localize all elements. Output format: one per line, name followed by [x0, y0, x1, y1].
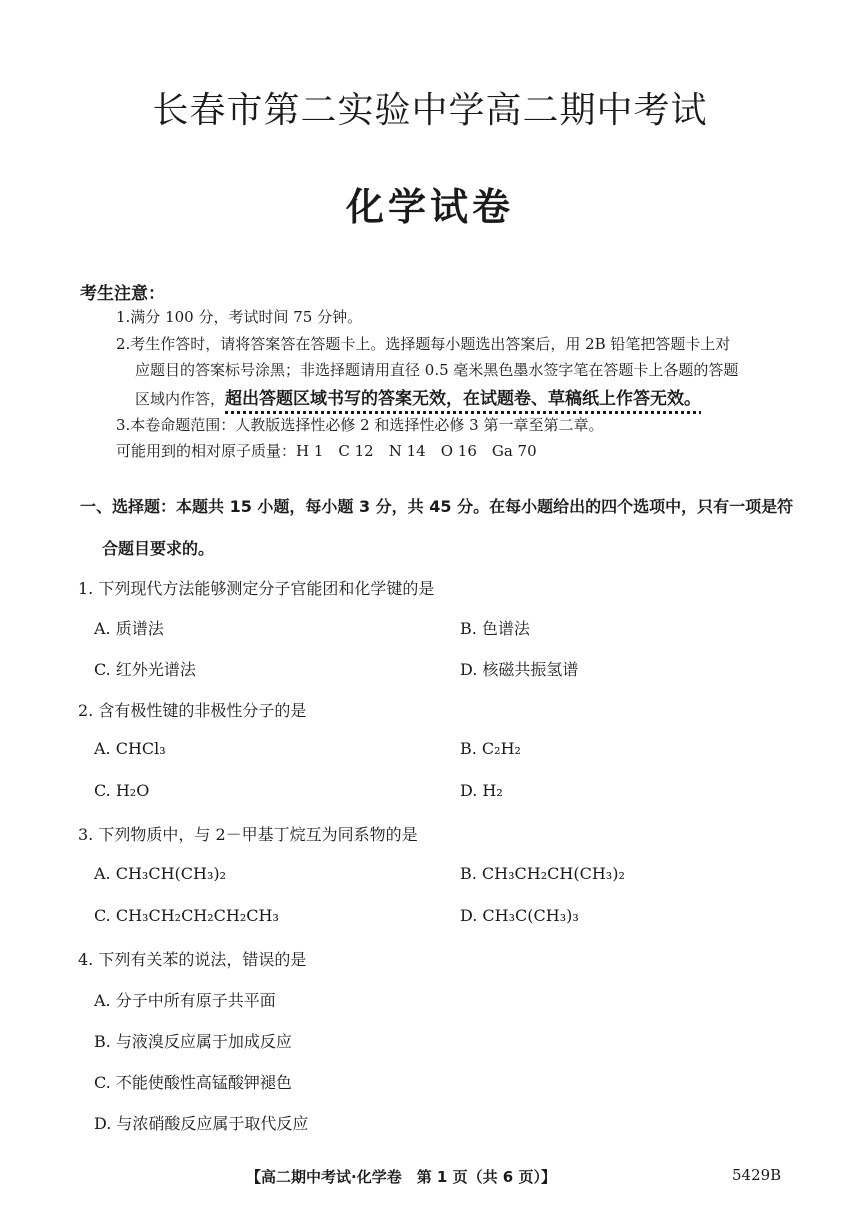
atomic-masses: 可能用到的相对原子质量：H 1 C 12 N 14 O 16 Ga 70: [116, 442, 537, 460]
question-1-option-b: B. 色谱法: [460, 619, 530, 638]
notice-emphasis: 超出答题区域书写的答案无效，在试题卷、草稿纸上作答无效。: [225, 389, 702, 409]
question-1-option-d: D. 核磁共振氢谱: [460, 660, 579, 679]
question-1-option-c: C. 红外光谱法: [94, 660, 196, 679]
notice-line-3: 3.本卷命题范围：人教版选择性必修 2 和选择性必修 3 第一章至第二章。: [116, 416, 604, 434]
notice-line-2b: 应题目的答案标号涂黑；非选择题请用直径 0.5 毫米黑色墨水签字笔在答题卡上各题的答题: [135, 361, 739, 379]
question-3-option-a: A. CH₃CH(CH₃)₂: [94, 864, 227, 883]
question-4-option-a: A. 分子中所有原子共平面: [94, 991, 276, 1010]
question-2-option-b: B. C₂H₂: [460, 739, 521, 758]
notice-line-1: 1.满分 100 分，考试时间 75 分钟。: [116, 308, 363, 326]
question-3-stem: 3. 下列物质中，与 2－甲基丁烷互为同系物的是: [78, 825, 418, 844]
question-3-option-d: D. CH₃C(CH₃)₃: [460, 906, 579, 925]
question-3-option-c: C. CH₃CH₂CH₂CH₂CH₃: [94, 906, 279, 925]
question-4-option-d: D. 与浓硝酸反应属于取代反应: [94, 1114, 309, 1133]
section-heading-line-1: 一、选择题：本题共 15 小题，每小题 3 分，共 45 分。在每小题给出的四个选项中，只有一项是符: [80, 497, 794, 516]
question-1-option-a: A. 质谱法: [94, 619, 164, 638]
paper-code: 5429B: [732, 1166, 782, 1184]
question-2-option-d: D. H₂: [460, 781, 503, 800]
question-4-stem: 4. 下列有关苯的说法，错误的是: [78, 950, 307, 969]
question-2-option-a: A. CHCl₃: [94, 739, 166, 758]
notice-line-2a: 2.考生作答时，请将答案答在答题卡上。选择题每小题选出答案后，用 2B 铅笔把答题卡上对: [116, 335, 731, 353]
notice-line-2c: [135, 384, 701, 409]
question-1-stem: 1. 下列现代方法能够测定分子官能团和化学键的是: [78, 579, 435, 598]
exam-subject-title: 化学试卷: [345, 185, 514, 229]
page-footer: 【高二期中考试·化学卷 第 1 页（共 6 页）】: [246, 1168, 556, 1186]
question-2-stem: 2. 含有极性键的非极性分子的是: [78, 701, 307, 720]
question-4-option-c: C. 不能使酸性高锰酸钾褪色: [94, 1073, 292, 1092]
exam-title: 长春市第二实验中学高二期中考试: [152, 90, 708, 131]
section-heading-line-2: 合题目要求的。: [102, 539, 215, 558]
notice-line-2c-prefix: 区域内作答，: [135, 390, 226, 408]
question-3-option-b: B. CH₃CH₂CH(CH₃)₂: [460, 864, 625, 883]
question-2-option-c: C. H₂O: [94, 781, 150, 800]
question-4-option-b: B. 与液溴反应属于加成反应: [94, 1032, 292, 1051]
notice-heading: 考生注意：: [80, 284, 165, 304]
